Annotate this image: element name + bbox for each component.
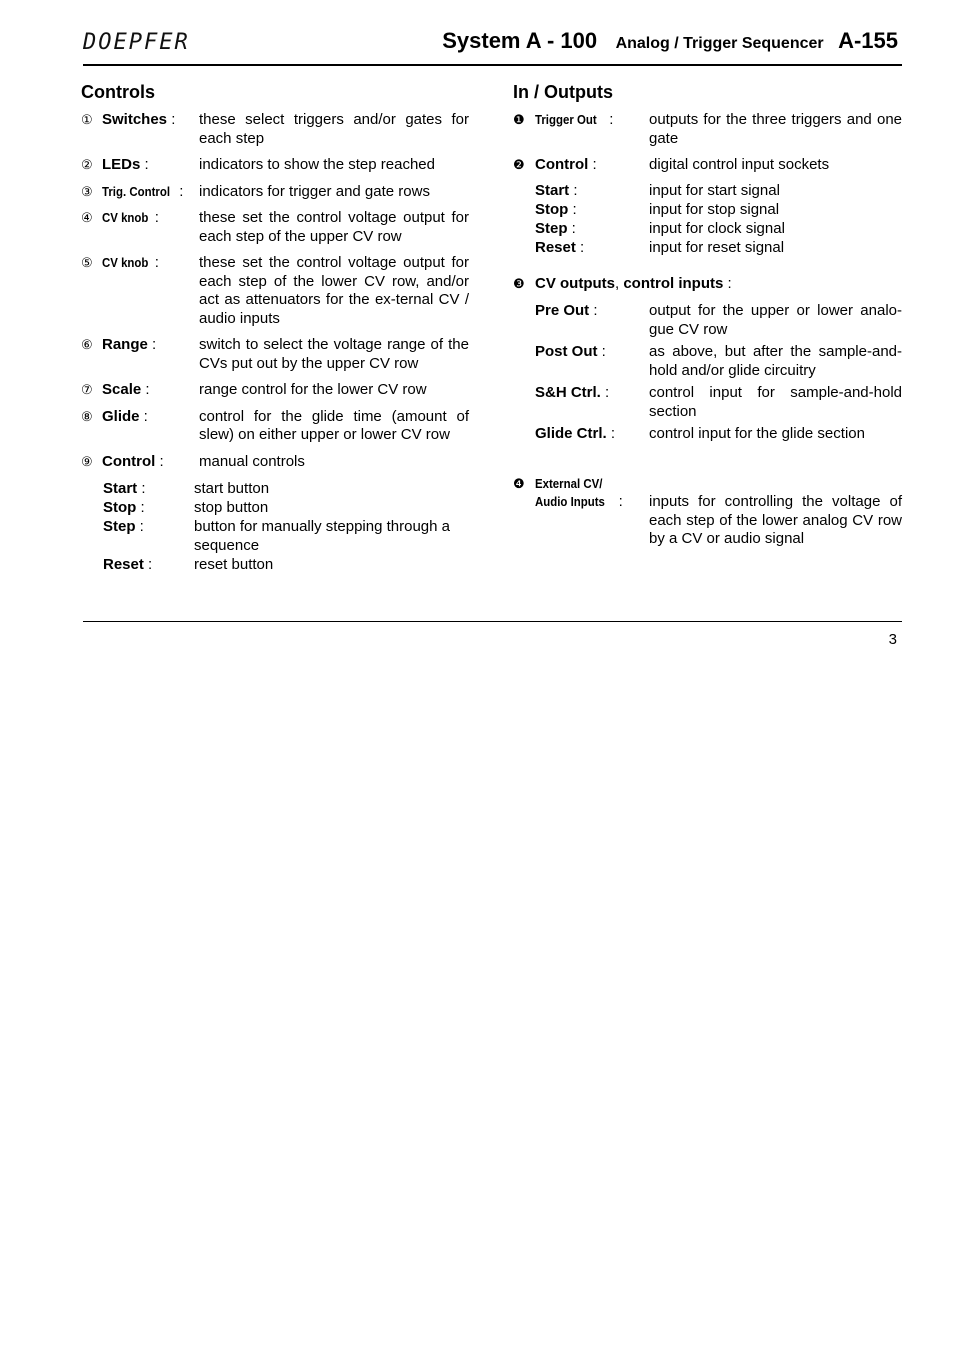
control-item bbox=[81, 183, 469, 202]
item-sep: : bbox=[155, 452, 164, 470]
item-number: ⑥ bbox=[81, 337, 93, 352]
item-sep: : bbox=[141, 381, 150, 398]
item-label: Trigger Out bbox=[535, 112, 597, 127]
io-item bbox=[513, 156, 902, 175]
item-text: range control for the lower CV row bbox=[199, 381, 427, 398]
item-number: ❹ bbox=[513, 476, 525, 491]
sub-label: Stop bbox=[535, 200, 569, 218]
item-number: ❸ bbox=[513, 275, 525, 291]
item-text: outputs for the three triggers and one gate bbox=[649, 111, 902, 147]
sub-label: S&H Ctrl. bbox=[535, 384, 601, 401]
io-item bbox=[513, 275, 902, 294]
sub-text: stop button bbox=[194, 499, 269, 516]
item-number: ⑦ bbox=[81, 382, 93, 397]
sub-sep: : bbox=[569, 181, 578, 199]
control-item bbox=[81, 336, 469, 373]
footer-rule bbox=[83, 621, 902, 622]
controls-heading: Controls bbox=[81, 82, 155, 102]
io-section bbox=[513, 82, 902, 557]
sub-label: Step bbox=[103, 518, 136, 535]
sub-item bbox=[535, 301, 902, 339]
item-text: manual controls bbox=[199, 452, 305, 470]
sub-label: Step bbox=[535, 219, 568, 237]
item-sep: : bbox=[605, 111, 614, 128]
sub-label: Start bbox=[103, 480, 138, 497]
io-heading: In / Outputs bbox=[513, 82, 613, 102]
manual-controls-list bbox=[103, 479, 469, 574]
item-sep: : bbox=[147, 336, 157, 353]
sub-text: input for stop signal bbox=[649, 200, 780, 218]
sub-label: Pre Out bbox=[535, 302, 590, 319]
item-sep: : bbox=[140, 156, 149, 173]
module-number: A-155 bbox=[838, 28, 898, 53]
item-sep: : bbox=[154, 254, 159, 271]
sub-item bbox=[535, 219, 902, 238]
sub-item bbox=[535, 238, 902, 257]
control-item bbox=[81, 453, 469, 472]
io-item bbox=[513, 475, 902, 549]
item-number: ③ bbox=[81, 183, 93, 199]
page-number: 3 bbox=[888, 631, 897, 648]
sub-sep: : bbox=[597, 343, 606, 360]
item-number: ④ bbox=[81, 210, 93, 225]
item-sep: : bbox=[154, 209, 159, 226]
sub-item bbox=[535, 342, 902, 380]
item-label: control inputs bbox=[623, 274, 724, 292]
sub-text: input for reset signal bbox=[649, 238, 785, 256]
sub-sep: : bbox=[135, 518, 144, 535]
item-sep: : bbox=[614, 493, 623, 510]
item-text: these set the control voltage output for each step of the lower CV row, and/or act as attenuators for the ex-ternal CV / audio inputs bbox=[199, 254, 469, 327]
control-inputs-list bbox=[535, 181, 902, 257]
control-item bbox=[81, 156, 469, 175]
sub-label: Reset bbox=[535, 238, 576, 256]
sub-item bbox=[103, 555, 469, 574]
sub-item bbox=[103, 498, 469, 517]
header-rule bbox=[83, 64, 902, 66]
sub-sep: : bbox=[606, 425, 616, 442]
item-number: ① bbox=[81, 112, 93, 127]
item-text: digital control input sockets bbox=[649, 156, 830, 173]
item-number: ⑧ bbox=[81, 408, 93, 424]
control-item bbox=[81, 381, 469, 400]
item-number: ❷ bbox=[513, 157, 525, 172]
sub-text: output for the upper or lower analo-gue CV row bbox=[649, 302, 902, 338]
control-item bbox=[81, 111, 469, 148]
sub-label: Post Out bbox=[535, 343, 598, 360]
sub-sep: : bbox=[568, 200, 577, 218]
item-text: these set the control voltage output for each step of the upper CV row bbox=[199, 209, 469, 245]
item-label: LEDs bbox=[102, 156, 141, 173]
control-item bbox=[81, 254, 469, 328]
sub-item bbox=[535, 424, 902, 443]
sub-sep: : bbox=[575, 238, 585, 256]
item-number: ❶ bbox=[513, 112, 525, 127]
item-label: CV knob bbox=[102, 210, 149, 225]
item-text: inputs for controlling the voltage of each step of the lower analog CV row by a CV or audio signal bbox=[649, 493, 902, 547]
item-comma: , bbox=[615, 274, 624, 292]
item-label: CV outputs bbox=[535, 274, 615, 292]
io-item bbox=[513, 111, 902, 148]
item-text: indicators for trigger and gate rows bbox=[199, 182, 430, 200]
item-label: CV knob bbox=[102, 255, 149, 270]
item-label: External CV/ bbox=[535, 476, 603, 491]
control-item bbox=[81, 408, 469, 445]
item-number: ⑨ bbox=[81, 453, 93, 469]
sub-item bbox=[103, 517, 469, 555]
sub-item bbox=[535, 383, 902, 421]
sub-sep: : bbox=[567, 219, 576, 237]
sub-sep: : bbox=[137, 480, 146, 497]
page-header bbox=[442, 28, 898, 54]
item-label: Control bbox=[535, 156, 589, 173]
sub-sep: : bbox=[600, 384, 610, 401]
cv-outputs-list bbox=[535, 301, 902, 443]
item-sep: : bbox=[588, 156, 597, 173]
item-text: control for the glide time (amount of slew) on either upper or lower CV row bbox=[199, 407, 469, 443]
sub-sep: : bbox=[143, 556, 153, 573]
sub-text: input for clock signal bbox=[649, 219, 785, 237]
item-sep: : bbox=[723, 274, 732, 292]
doepfer-logo: DOEPFER bbox=[83, 30, 190, 55]
item-sep: : bbox=[179, 182, 184, 200]
sub-text: reset button bbox=[194, 556, 274, 573]
item-label: Audio Inputs bbox=[535, 494, 605, 509]
item-text: these select triggers and/or gates for each step bbox=[199, 111, 469, 147]
item-text: indicators to show the step reached bbox=[199, 156, 435, 173]
sub-label: Reset bbox=[103, 556, 144, 573]
sub-sep: : bbox=[136, 499, 145, 516]
item-sep: : bbox=[139, 407, 148, 425]
item-label: Range bbox=[102, 336, 148, 353]
item-label: Control bbox=[102, 452, 156, 470]
sub-item bbox=[535, 181, 902, 200]
sub-item bbox=[103, 479, 469, 498]
system-title: System A - 100 bbox=[442, 28, 598, 53]
control-item bbox=[81, 209, 469, 246]
sub-label: Glide Ctrl. bbox=[535, 425, 607, 442]
sub-sep: : bbox=[589, 302, 598, 319]
controls-section bbox=[81, 82, 469, 574]
sub-text: input for start signal bbox=[649, 181, 780, 199]
sub-text: control input for the glide section bbox=[649, 425, 865, 442]
sub-item bbox=[535, 200, 902, 219]
module-subtitle: Analog / Trigger Sequencer bbox=[615, 35, 824, 52]
sub-label: Start bbox=[535, 181, 570, 199]
item-label: Glide bbox=[102, 407, 140, 425]
sub-text: button for manually stepping through a sequence bbox=[194, 518, 451, 554]
item-sep: : bbox=[167, 111, 176, 128]
item-label: Trig. Control bbox=[102, 183, 171, 199]
item-label: Switches bbox=[102, 111, 168, 128]
item-number: ② bbox=[81, 157, 93, 172]
sub-text: start button bbox=[194, 480, 270, 497]
item-label: Scale bbox=[102, 381, 142, 398]
item-number: ⑤ bbox=[81, 255, 93, 270]
sub-label: Stop bbox=[103, 499, 137, 516]
sub-text: control input for sample-and-hold section bbox=[649, 384, 902, 420]
item-text: switch to select the voltage range of the CVs put out by the upper CV row bbox=[199, 336, 469, 372]
sub-text: as above, but after the sample-and-hold and/or glide circuitry bbox=[649, 343, 902, 379]
